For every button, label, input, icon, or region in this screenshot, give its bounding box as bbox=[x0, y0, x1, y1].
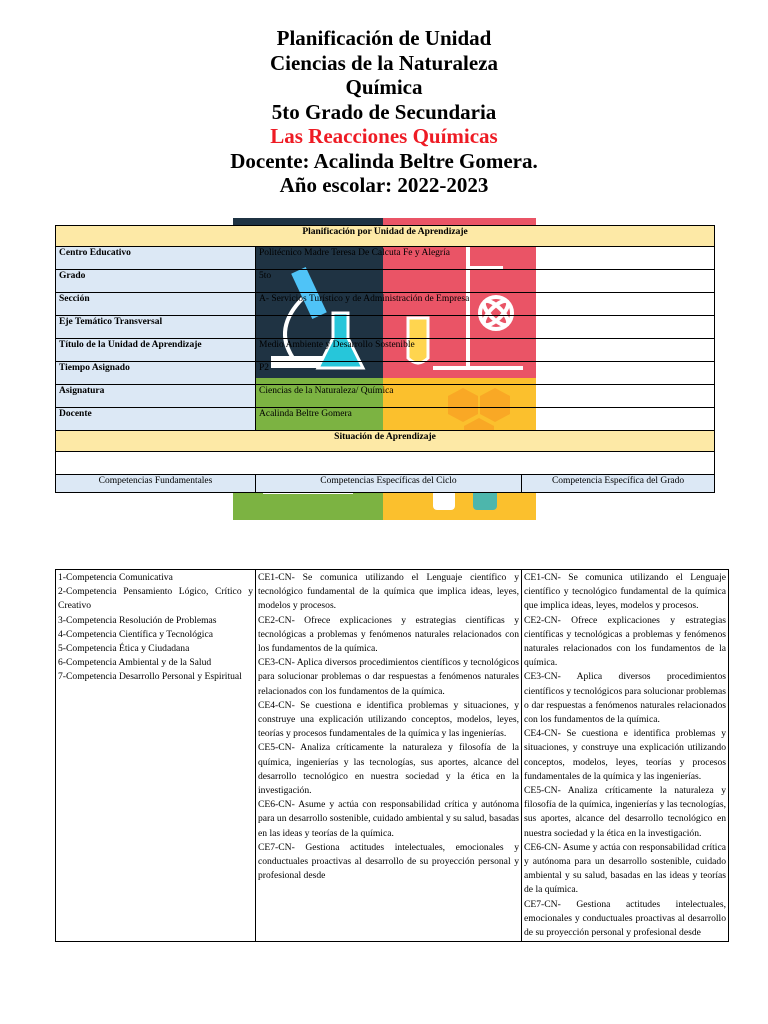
row-value: 5to bbox=[256, 270, 715, 293]
situacion-header: Situación de Aprendizaje bbox=[56, 431, 715, 452]
row-label: Eje Temático Transversal bbox=[56, 316, 256, 339]
list-item: 6-Competencia Ambiental y de la Salud bbox=[58, 657, 212, 669]
school-year-line: Año escolar: 2022-2023 bbox=[279, 173, 489, 197]
plan-row bbox=[56, 339, 715, 362]
unit-topic-title: Las Reacciones Químicas bbox=[270, 124, 498, 148]
document-title-block bbox=[0, 26, 768, 198]
list-item: 2-Competencia Pensamiento Lógico, Crítico y Creativo bbox=[58, 586, 253, 612]
list-item: 4-Competencia Científica y Tecnológica bbox=[58, 628, 213, 640]
especifica-grado-cell bbox=[522, 570, 729, 942]
title-line-4: 5to Grado de Secundaria bbox=[271, 99, 497, 124]
competencies-table bbox=[55, 569, 729, 942]
plan-row bbox=[56, 362, 715, 385]
plan-row bbox=[56, 385, 715, 408]
list-item: CE2-CN- Ofrece explicaciones y estrategias científicas y tecnológicas a problemas y fenómenos naturales relacionados con los fundamentos de la química. bbox=[524, 614, 726, 669]
list-item: CE2-CN- Ofrece explicaciones y estrategias científicas y tecnológicas a problemas y fenómenos naturales relacionados con los fundamentos de la química. bbox=[258, 614, 519, 655]
list-item: CE6-CN- Asume y actúa con responsabilidad crítica y autónoma para un desarrollo sostenible, cuidado ambiental y su salud, basadas en las ideas y teorías de la química. bbox=[258, 799, 519, 839]
row-value: P2 bbox=[256, 362, 715, 385]
list-item: 1-Competencia Comunicativa bbox=[58, 572, 173, 583]
especificas-ciclo-cell bbox=[256, 570, 522, 942]
list-item: CE4-CN- Se cuestiona e identifica problemas y situaciones, y construye una explicación utilizando conceptos, modelos, leyes, teorías y procesos fundamentales de la química y las ingenierías. bbox=[258, 699, 519, 740]
row-label: Asignatura bbox=[56, 385, 256, 408]
teacher-line: Docente: Acalinda Beltre Gomera. bbox=[230, 148, 538, 173]
situacion-body bbox=[56, 452, 715, 475]
list-item: 5-Competencia Ética y Ciudadana bbox=[58, 643, 190, 655]
row-value: A- Servicios Turístico y de Administración de Empresa bbox=[256, 293, 715, 316]
plan-row bbox=[56, 316, 715, 339]
list-item: CE7-CN- Gestiona actitudes intelectuales, emocionales y conductuales proactivas al desarrollo de su proyección personal y profesional desde bbox=[258, 841, 519, 882]
list-item: CE4-CN- Se cuestiona e identifica problemas y situaciones, y construye una explicación utilizando conceptos, modelos, leyes, teorías y procesos fundamentales de la química y las ingenierías. bbox=[524, 728, 726, 782]
list-item: 7-Competencia Desarrollo Personal y Espiritual bbox=[58, 671, 242, 683]
unit-plan-table bbox=[55, 225, 715, 493]
list-item: CE5-CN- Analiza críticamente la naturaleza y filosofía de la química, ingenierías y las tecnologías, sus aportes, alcance del desarrollo tecnológico en nuestra sociedad y la ética en la investigación. bbox=[524, 785, 726, 839]
plan-row bbox=[56, 270, 715, 293]
row-label: Tiempo Asignado bbox=[56, 362, 256, 385]
row-value bbox=[256, 316, 715, 339]
list-item: CE7-CN- Gestiona actitudes intelectuales, emocionales y conductuales proactivas al desarrollo de su proyección personal y profesional desde bbox=[524, 898, 726, 939]
plan-header: Planificación por Unidad de Aprendizaje bbox=[56, 226, 715, 247]
row-value: Acalinda Beltre Gomera bbox=[256, 408, 715, 431]
list-item: CE6-CN- Asume y actúa con responsabilidad crítica y autónoma para un desarrollo sostenible, cuidado ambiental y su salud, basadas en las ideas y teorías de la química. bbox=[524, 841, 726, 896]
list-item: CE1-CN- Se comunica utilizando el Lenguaje científico y tecnológico fundamental de la química que implica ideas, leyes, modelos y procesos. bbox=[258, 572, 519, 612]
plan-row bbox=[56, 293, 715, 316]
row-label: Título de la Unidad de Aprendizaje bbox=[56, 339, 256, 362]
list-item: CE1-CN- Se comunica utilizando el Lenguaje científico y tecnológico fundamental de la química que implica ideas, leyes, modelos y procesos. bbox=[524, 572, 726, 612]
title-line-2: Ciencias de la Naturaleza bbox=[269, 50, 499, 75]
row-value: Politécnico Madre Teresa De Calcuta Fe y Alegría bbox=[256, 247, 715, 270]
row-value: Medio Ambiente y Desarrollo Sostenible bbox=[256, 339, 715, 362]
list-item: CE3-CN- Aplica diversos procedimientos científicos y tecnológicos para solucionar problemas o dar respuestas a fenómenos naturales relacionados con los fundamentos de la química. bbox=[524, 671, 726, 726]
fundamentales-cell bbox=[56, 570, 256, 942]
col-header-fundamentales: Competencias Fundamentales bbox=[56, 475, 256, 493]
plan-row bbox=[56, 247, 715, 270]
list-item: CE3-CN- Aplica diversos procedimientos científicos y tecnológicos para solucionar problemas o dar respuestas a fenómenos naturales relacionados con los fundamentos de la química. bbox=[258, 657, 519, 697]
col-header-especificas-ciclo: Competencias Específicas del Ciclo bbox=[256, 475, 522, 493]
row-label: Centro Educativo bbox=[56, 247, 256, 270]
row-label: Docente bbox=[56, 408, 256, 431]
row-label: Grado bbox=[56, 270, 256, 293]
col-header-especifica-grado: Competencia Específica del Grado bbox=[522, 475, 715, 493]
list-item: 3-Competencia Resolución de Problemas bbox=[58, 614, 217, 626]
row-label: Sección bbox=[56, 293, 256, 316]
title-line-3: Química bbox=[345, 75, 423, 99]
list-item: CE5-CN- Analiza críticamente la naturaleza y filosofía de la química, ingenierías y las tecnologías, sus aportes, alcance del desarrollo tecnológico en nuestra sociedad y la ética en la investigación. bbox=[258, 742, 519, 797]
row-value: Ciencias de la Naturaleza/ Química bbox=[256, 385, 715, 408]
plan-row bbox=[56, 408, 715, 431]
title-line-1: Planificación de Unidad bbox=[276, 26, 492, 50]
